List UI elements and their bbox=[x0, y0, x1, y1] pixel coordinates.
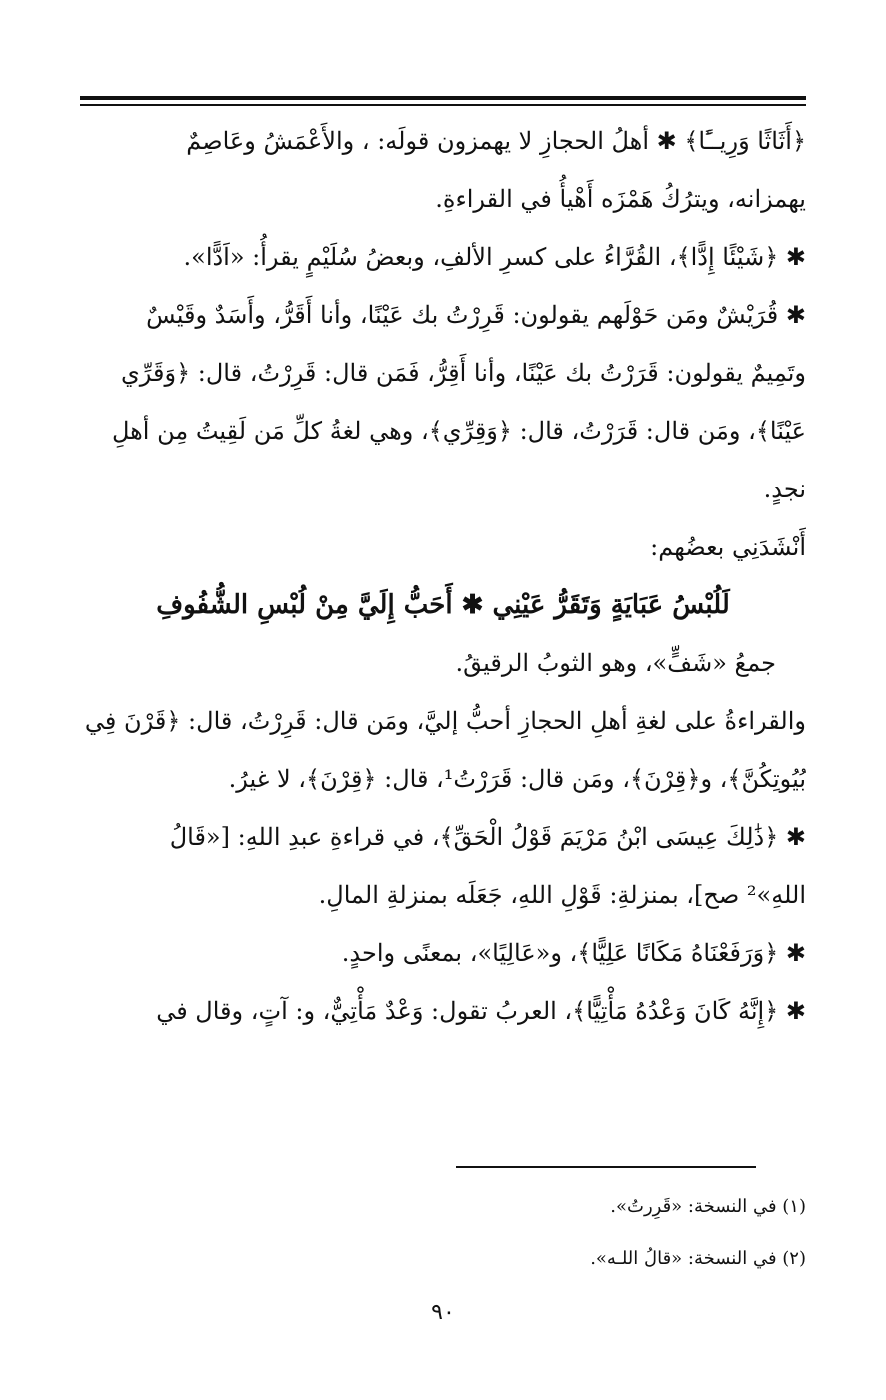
footnote-1: (١) في النسخة: «قَرِرتُ». bbox=[610, 1196, 806, 1217]
text-line: عَيْنًا﴾، ومَن قال: قَرَرْتُ، قال: ﴿وَقِرِّي﴾، وهي لغةُ كلِّ مَن لَقِيتُ مِن أهلِ bbox=[111, 417, 806, 445]
text-line: اللهِ»² صح]، بمنزلةِ: قَوْلِ اللهِ، جَعَلَه بمنزلةِ المالِ. bbox=[318, 881, 806, 909]
footnote-2: (٢) في النسخة: «قالُ اللـه». bbox=[590, 1248, 806, 1269]
main-text bbox=[80, 112, 806, 1040]
text-line: ✱ ﴿شَيْئًا إِدًّا﴾، القُرَّاءُ على كسرِ الألفِ، وبعضُ سُلَيْمٍ يقرأُ: «اَدًّا». bbox=[183, 243, 806, 271]
text-line: نجدٍ. bbox=[763, 475, 806, 503]
text-line: أَنْشَدَنِي بعضُهم: bbox=[650, 533, 806, 561]
text-line: ✱ ﴿وَرَفَعْنَاهُ مَكَانًا عَلِيًّا﴾، و«عَالِيًا»، بمعنًى واحدٍ. bbox=[341, 939, 806, 967]
text-line: وتَمِيمٌ يقولون: قَرَرْتُ بك عَيْنًا، وأنا أَقِرُّ، فَمَن قال: قَرِرْتُ، قال: ﴿وَقَرِّي bbox=[121, 359, 806, 387]
poetry-verse: لَلُبْسُ عَبَايَةٍ وَتَقَرُّ عَيْنِي ✱ أَحَبُّ إِلَيَّ مِنْ لُبْسِ الشُّفُوفِ bbox=[156, 590, 730, 620]
text-line: ﴿أَثَاثًا وَرِيــًٔا﴾ ✱ أهلُ الحجازِ لا يهمزون قولَه: ، والأَعْمَشُ وعَاصِمٌ bbox=[186, 127, 806, 155]
text-line: بُيُوتِكُنَّ﴾، و﴿قِرْنَ﴾، ومَن قال: قَرَرْتُ¹، قال: ﴿قِرْنَ﴾، لا غيرُ. bbox=[228, 765, 806, 793]
header-rule-thin bbox=[80, 104, 806, 106]
text-line: والقراءةُ على لغةِ أهلِ الحجازِ أحبُّ إليَّ، ومَن قال: قَرِرْتُ، قال: ﴿قَرْنَ فِي bbox=[84, 707, 806, 735]
text-line: ✱ ﴿إِنَّهُ كَانَ وَعْدُهُ مَأْتِيًّا﴾، العربُ تقول: وَعْدٌ مَأْتِيٌّ، و: آتٍ، وقال في bbox=[156, 997, 806, 1025]
header-rule-thick bbox=[80, 96, 806, 100]
text-line: ✱ قُرَيْشٌ ومَن حَوْلَهم يقولون: قَرِرْتُ بك عَيْنًا، وأنا أَقَرُّ، وأَسَدٌ وقَيْسٌ bbox=[146, 301, 806, 329]
page-number: ٩٠ bbox=[431, 1300, 455, 1325]
text-line: جمعُ «شَفٍّ»، وهو الثوبُ الرقيقُ. bbox=[455, 649, 776, 677]
text-line: يهمزانه، ويترُكُ هَمْزَه أَهْيأُ في القراءةِ. bbox=[435, 185, 806, 213]
text-line: ✱ ﴿ذَٰلِكَ عِيسَى ابْنُ مَرْيَمَ قَوْلُ الْحَقِّ﴾، في قراءةِ عبدِ اللهِ: [«قَالُ bbox=[169, 823, 806, 851]
footnote-rule bbox=[456, 1166, 756, 1168]
